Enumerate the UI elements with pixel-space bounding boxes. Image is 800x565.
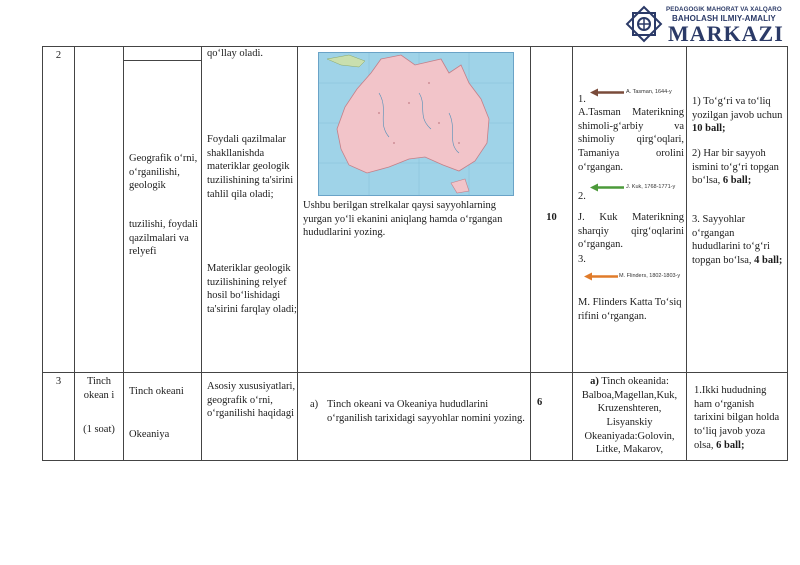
criteria-cell [687,373,788,461]
answer-text: a) Tinch okeanida: Balboa,Magellan,Kuk, Kruzenshteren, Lisyanskiy Okeaniyada:Golovin, Litke, Makarov, [581,376,678,456]
answer-2-text: J. Kuk Materikning sharqiy qirg‘oqlarini o‘rgangan. [578,212,684,251]
topic-text-a: Tinch okeani [129,386,184,397]
section-title: Tinch okean i [83,376,115,401]
points-cell [531,373,573,461]
topic-cell [124,373,202,461]
criteria-1: 1) To‘g‘ri va to‘liq yozilgan javob uchun 10 ball; [692,96,783,135]
emblem-icon [624,4,664,44]
australia-map [318,52,514,196]
australia-map-image [319,53,513,195]
table-row [43,373,788,461]
topic-text-a: Geografik o‘rni, o‘rganilishi, geologik [129,153,198,192]
row-number: 3 [43,373,75,461]
logo-line-2: BAHOLASH ILMIY-AMALIY [672,14,776,23]
skill-b: Materiklar geologik tuzilishining relyef hosil bo‘lishidagi ta'sirini farqlay oladi; [207,263,297,315]
points-value: 10 [546,212,557,223]
arrow-1-label: A. Tasman, 1644-y [626,89,672,95]
topic-cell [124,47,202,373]
section-cell [75,47,124,373]
task-cell [298,373,531,461]
answer-3-text: M. Flinders Katta To‘siq rifini o‘rgangan. [578,297,682,322]
topic-text-b: Okeaniya [129,429,170,440]
arrow-1-icon [590,88,624,97]
criteria-text: 1.Ikki hududning ham o‘rganish tarixini bilgan holda to‘liq javob yoza olsa, 6 ball; [694,385,780,451]
skills-cell [202,47,298,373]
skills-cell [202,373,298,461]
answer-1-number: 1. [578,94,586,105]
center-logo [624,4,796,46]
arrow-2-label: J. Kuk, 1768-1771-y [626,184,676,190]
answer-cell [573,373,687,461]
logo-line-1: PEDAGOGIK MAHORAT VA XALQARO [666,6,782,13]
arrow-3-label: M. Flinders, 1802-1803-y [619,273,681,279]
task-text: Ushbu berilgan strelkalar qaysi sayyohlarning yurgan yo‘li ekanini aniqlang hamda o‘rgangan hududlarini yozing. [303,200,503,239]
logo-title: MARKAZI [668,21,784,46]
section-cell [75,373,124,461]
skill-a: Foydali qazilmalar shakllanishda materiklar geologik tuzilishining ta'sirini tahlil qila oladi; [207,134,294,200]
points-value: 6 [537,397,543,408]
skill-top: qo‘llay oladi. [207,48,263,59]
task-text: Tinch okeani va Okeaniya hududlarini o‘rganilish tarixidagi sayyohlar nomini yozing. [327,399,525,424]
arrow-3-icon [584,272,618,281]
skill-text: Asosiy xususiyatlari, geografik o‘rni, o‘rganilishi haqidagi [207,381,296,420]
answer-1-text: A.Tasman Materikning shimoli-g‘arbiy va shimoliy qirg‘oqlari, Tamaniya orolini o‘rgangan. [578,107,684,173]
criteria-3: 3. Sayyohlar o‘rgangan hududlarini to‘g‘ri topgan bo‘lsa, 4 ball; [692,214,783,266]
answer-3-number: 3. [578,254,586,265]
answer-2-number: 2. [578,191,586,202]
criteria-2: 2) Har bir sayyoh ismini to‘g‘ri topgan bo‘lsa, 6 ball; [692,148,779,187]
criteria-cell [687,47,788,373]
topic-text-b: tuzilishi, foydali qazilmalari va relyefi [129,219,198,258]
arrow-2-icon [590,183,624,192]
task-marker: a) [310,399,319,410]
points-cell [531,47,573,373]
row-number: 2 [43,47,75,373]
section-hours: (1 soat) [83,424,115,435]
